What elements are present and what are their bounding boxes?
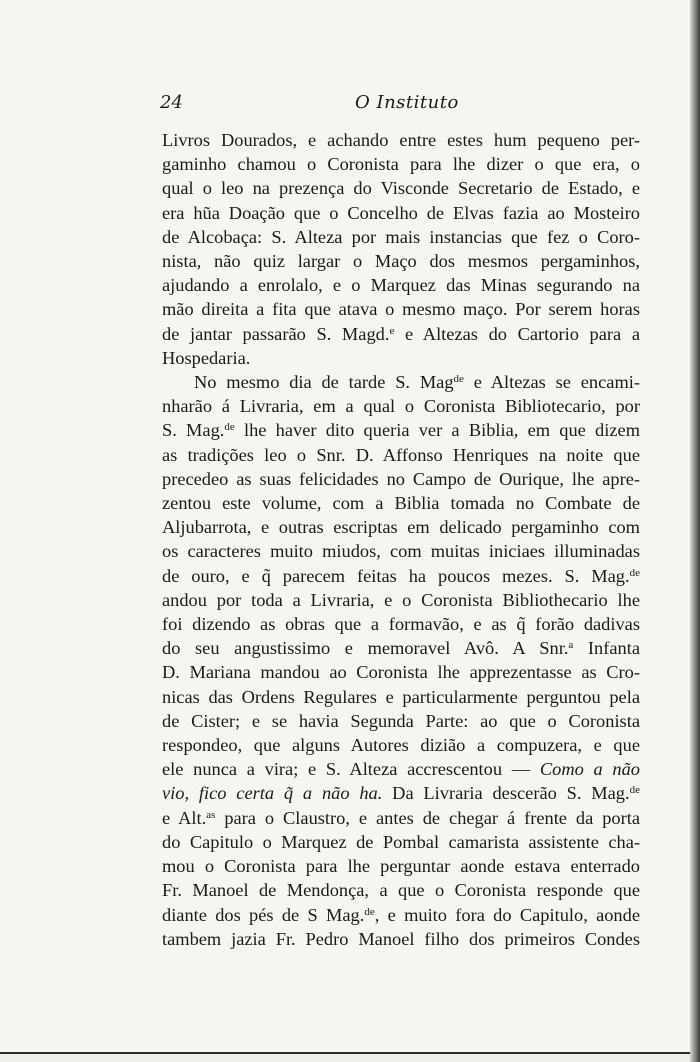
text-line: qual o leo na prezença do Visconde Secretario de Estado, e: [162, 178, 640, 199]
text-line: [162, 781, 640, 805]
text-line: D. Mariana mandou ao Coronista lhe apprezentasse as Cro-: [162, 662, 640, 683]
text-line: [162, 806, 640, 830]
text-line: nista, não quiz largar o Maço dos mesmos pergaminhos,: [162, 251, 640, 272]
text-segment: de jantar passarão S. Magd.: [162, 323, 390, 344]
text-line: [162, 370, 640, 394]
body-text: [162, 128, 640, 951]
superscript: as: [206, 808, 216, 821]
text-line: andou por toda a Livraria, e o Coronista Bibliothecario lhe: [162, 589, 640, 610]
superscript: de: [629, 566, 640, 579]
text-segment: , e muito fora do Capitulo, aonde: [374, 904, 640, 925]
text-line: do Capitulo o Marquez de Pombal camarista assistente cha-: [162, 831, 640, 852]
text-line: as tradições leo o Snr. D. Affonso Henriques na noite que: [162, 444, 640, 465]
text-segment: para o Claustro, e antes de chegar á frente da porta: [215, 807, 640, 828]
paragraph-2: [162, 370, 640, 951]
text-line: precedeo as suas felicidades no Campo de Ourique, lhe apre-: [162, 468, 640, 489]
text-line: Fr. Manoel de Mendonça, a que o Coronista responde que: [162, 880, 640, 901]
superscript: de: [629, 784, 640, 797]
text-line: de Alcobaça: S. Alteza por mais instancias que fez o Coro-: [162, 226, 640, 247]
text-line: zentou este volume, com a Biblia tomada no Combate de: [162, 493, 640, 514]
text-line: gaminho chamou o Coronista para lhe dizer o que era, o: [162, 154, 640, 175]
text-line: respondeo, que alguns Autores dizião a compuzera, e que: [162, 735, 640, 756]
text-line: [162, 757, 640, 781]
paragraph-1: [162, 128, 640, 370]
text-line: era hũa Doação que o Concelho de Elvas fazia ao Mosteiro: [162, 202, 640, 223]
superscript: de: [453, 373, 464, 386]
text-segment: No mesmo dia de tarde S. Mag: [194, 372, 454, 393]
text-line: ajudando a enrolalo, e o Marquez das Minas segurando na: [162, 275, 640, 296]
text-segment: e Altezas se encami-: [463, 372, 640, 393]
text-segment: Infanta: [573, 638, 641, 659]
text-line: [162, 322, 640, 346]
text-segment: lhe haver dito queria ver a Biblia, em que dizem: [234, 420, 640, 441]
text-segment: Da Livraria descerão S. Mag.: [382, 783, 630, 804]
text-line: foi dizendo as obras que a formavão, e as q̃ forão dadivas: [162, 614, 640, 635]
text-line: tambem jazia Fr. Pedro Manoel filho dos primeiros Condes: [162, 928, 640, 949]
text-line: os caracteres muito miudos, com muitas iniciaes illuminadas: [162, 541, 640, 562]
superscript: de: [224, 421, 235, 434]
text-line: mão direita a fita que atava o mesmo maço. Por serem horas: [162, 299, 640, 320]
text-segment: do seu angustissimo e memoravel Avô. A Snr.: [162, 638, 569, 659]
text-line: [162, 418, 640, 442]
italic-segment: vio, fico certa q̃ a não ha.: [162, 783, 383, 804]
text-segment: e Alt.: [162, 807, 207, 828]
superscript: a: [568, 639, 574, 652]
italic-segment: Como a não: [539, 759, 640, 780]
text-segment: e Altezas do Cartorio para a: [405, 323, 640, 344]
superscript: de: [364, 905, 375, 918]
superscript: e: [389, 324, 395, 337]
text-segment: S. Mag.: [162, 420, 225, 441]
page-number: 24: [160, 92, 183, 113]
running-title: O Instituto: [355, 92, 459, 113]
text-line: nicas das Ordens Regulares e particularmente perguntou pela: [162, 686, 640, 707]
text-line: Livros Dourados, e achando entre estes hum pequeno per-: [162, 130, 640, 150]
text-line: Aljubarrota, e outras escriptas em delicado pergaminho com: [162, 517, 640, 538]
page-right-edge: [690, 0, 700, 1062]
text-line: [162, 903, 640, 927]
text-line: nharão á Livraria, em a qual o Coronista Bibliotecario, por: [162, 396, 640, 417]
page-header: [160, 92, 640, 118]
text-line: Hospedaria.: [162, 347, 251, 368]
text-segment: de ouro, e q̃ parecem feitas ha poucos mezes. S. Mag.: [162, 565, 630, 586]
text-line: mou o Coronista para lhe perguntar aonde estava enterrado: [162, 856, 640, 877]
text-line: de Cister; e se havia Segunda Parte: ao que o Coronista: [162, 710, 640, 731]
text-segment: diante dos pés de S Mag.: [162, 904, 365, 925]
text-segment: ele nunca a vira; e S. Alteza accrescentou —: [162, 759, 540, 780]
text-line: [162, 564, 640, 588]
text-line: [162, 636, 640, 660]
